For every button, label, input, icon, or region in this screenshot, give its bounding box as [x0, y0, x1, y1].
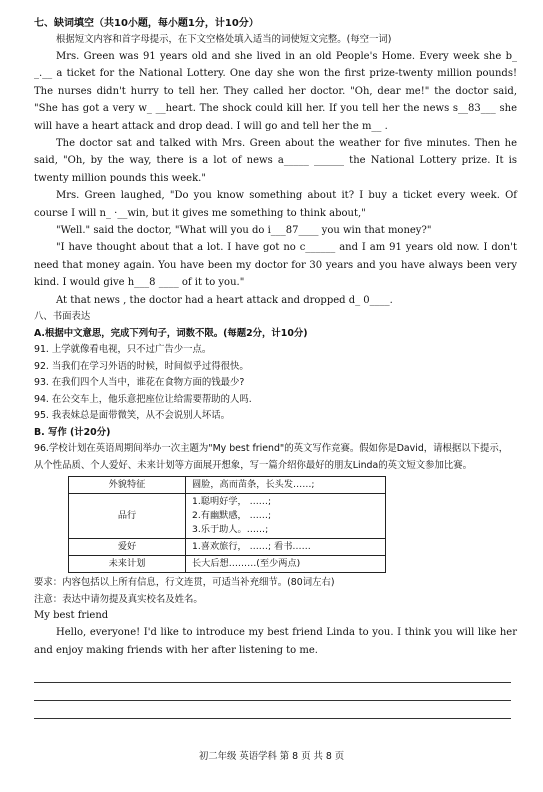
- answer-line[interactable]: [34, 701, 511, 719]
- page-footer: 初二年级 英语学科 第 8 页 共 8 页: [198, 751, 345, 762]
- writing-requirement: 要求：内容包括以上所有信息，行文连贯，可适当补充细节。(80词左右): [34, 577, 335, 589]
- translation-item: 93. 在我们四个人当中，谁花在食物方面的钱最少?: [34, 377, 245, 389]
- cloze-paragraph: "Well." said the doctor, "What will you do i___87____ you win that money?": [56, 225, 432, 237]
- part-b-title: B. 写作 (计20分): [34, 426, 111, 438]
- hint-table: [68, 476, 386, 573]
- answer-line[interactable]: [34, 683, 511, 701]
- writing-prompt: 96.学校计划在英语周期间举办一次主题为"My best friend"的英文写作竞赛。假如你是David，请根据以下提示，从个性品质、个人爱好、未来计划等方面展开想象，写一篇介绍你最好的朋友Linda的英文短文参加比赛。: [34, 443, 509, 471]
- row-label: 品行: [69, 494, 186, 539]
- part-a-title: A.根据中文意思，完成下列句子，词数不限。(每题2分，计10分): [34, 327, 308, 339]
- row-content: 圆脸，高而苗条，长头发……;: [186, 477, 386, 494]
- row-content: 1.喜欢旅行， ……; 看书……: [186, 539, 386, 556]
- essay-opening: Hello, everyone! I'd like to introduce my best friend Linda to you. I think you will like her and enjoy making friends with her after listening to me.: [34, 627, 517, 656]
- answer-lines: [34, 665, 517, 719]
- cloze-paragraph: The doctor sat and talked with Mrs. Green about the weather for five minutes. Then he said, "Oh, by the way, there is a lot of news a_____ ______ the National Lottery prize. It is twenty million pounds this week.": [34, 138, 517, 184]
- cloze-paragraph: Mrs. Green was 91 years old and she lived in an old People's Home. Every week she b_ _.__ a ticket for the National Lottery. One day she won the first prize-twenty million pounds! The nurses didn't hurry to tell her. They called her doctor. "Oh, dear me!" the doctor said, "She has got a very w_ __heart. The shock could kill her. If you tell her the news s__83___ she will have a heart attack and drop dead. I will go and tell her the m__ .: [34, 51, 517, 132]
- answer-line[interactable]: [34, 665, 511, 683]
- row-label: 爱好: [69, 539, 186, 556]
- table-row: [69, 539, 386, 556]
- row-label: 外貌特征: [69, 477, 186, 494]
- section8-title: 八、书面表达: [34, 311, 91, 323]
- cloze-paragraph: "I have thought about that a lot. I have got no c______ and I am 91 years old now. I don't need that money again. You have been my doctor for 30 years and you have always been very kind. I would give h___8 ____ of it to you.": [34, 242, 517, 289]
- translation-item: 94. 在公交车上，他乐意把座位让给需要帮助的人吗.: [34, 393, 252, 405]
- essay-title: My best friend: [34, 610, 109, 622]
- translation-item: 95. 我表妹总是面带微笑，从不会说别人坏话。: [34, 410, 231, 422]
- row-content-line: 3.乐于助人。……;: [192, 524, 269, 536]
- translation-item: 91. 上学就像看电视，只不过广告少一点。: [34, 344, 212, 356]
- translation-items: [34, 342, 517, 425]
- row-content: 长大后想………(至少两点): [186, 556, 386, 573]
- translation-item: 92. 当我们在学习外语的时候，时间似乎过得很快。: [34, 360, 249, 372]
- writing-note: 注意：表达中请勿提及真实校名及姓名。: [34, 593, 203, 605]
- table-row: [69, 494, 386, 539]
- cloze-passage: [34, 48, 517, 309]
- table-row: [69, 477, 386, 494]
- row-label: 未来计划: [69, 556, 186, 573]
- row-content: [186, 494, 386, 539]
- table-row: [69, 556, 386, 573]
- section7-title: 七、缺词填空（共10小题，每小题1分，计10分）: [34, 18, 259, 29]
- section7-instruction: 根据短文内容和首字母提示，在下文空格处填入适当的词使短文完整。(每空一词): [56, 34, 392, 45]
- row-content-line: 2.有幽默感， ……;: [192, 510, 272, 522]
- cloze-paragraph: Mrs. Green laughed, "Do you know something about it? I buy a ticket every week. Of course I will n_ ·__win, but it gives me something to think about,": [34, 190, 517, 219]
- row-content-line: 1.聪明好学， ……;: [192, 496, 272, 508]
- cloze-paragraph: At that news , the doctor had a heart attack and dropped d_ 0____.: [56, 294, 393, 306]
